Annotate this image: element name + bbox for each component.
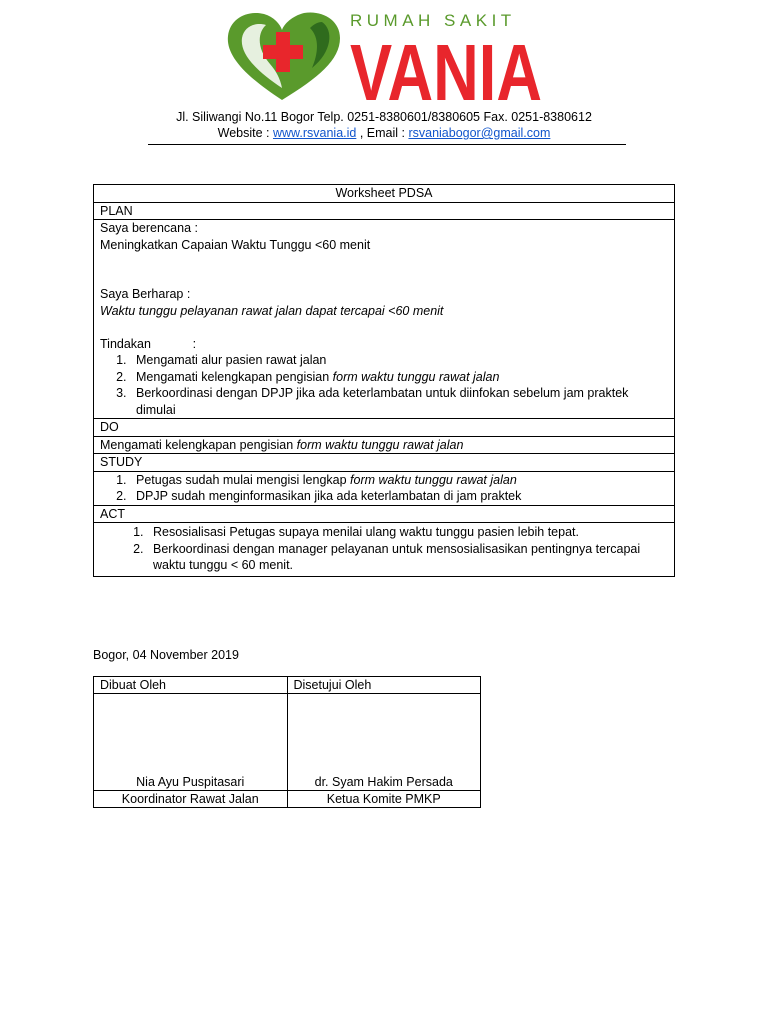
contact-line	[0, 125, 768, 141]
list-item: 3. Berkoordinasi dengan DPJP jika ada keterlambatan untuk diinfokan sebelum jam praktek dimulai	[130, 385, 668, 418]
header-divider	[148, 144, 626, 145]
approver-role: Ketua Komite PMKP	[287, 791, 481, 808]
logo-line1: RUMAH SAKIT	[350, 11, 516, 30]
study-heading: STUDY	[94, 454, 675, 472]
berharap-label: Saya Berharap :	[100, 287, 191, 301]
berencana-text: Meningkatkan Capaian Waktu Tunggu <60 menit	[100, 237, 371, 252]
tindakan-label: Tindakan :	[100, 336, 197, 351]
act-list	[100, 524, 668, 574]
website-link[interactable]: www.rsvania.id	[272, 126, 357, 140]
email-label: , Email :	[356, 126, 409, 140]
act-heading: ACT	[94, 505, 675, 523]
creator-role: Koordinator Rawat Jalan	[94, 791, 288, 808]
act-content	[94, 523, 675, 577]
study-content	[94, 471, 675, 505]
list-item: 1. Resosialisasi Petugas supaya menilai ulang waktu tunggu pasien lebih tepat.	[147, 524, 668, 541]
list-item: 1. Mengamati alur pasien rawat jalan	[130, 352, 668, 369]
hospital-logo	[222, 8, 552, 117]
logo-line2: VANIA	[350, 28, 542, 117]
do-content: Mengamati kelengkapan pengisian form waktu tunggu rawat jalan	[94, 436, 675, 454]
pdsa-worksheet-table	[93, 184, 675, 577]
address-line: Jl. Siliwangi No.11 Bogor Telp. 0251-8380601/8380605 Fax. 0251-8380612	[176, 110, 592, 124]
worksheet-title: Worksheet PDSA	[94, 185, 675, 203]
list-item: 2. Berkoordinasi dengan manager pelayanan untuk mensosialisasikan pentingnya tercapai waktu tunggu < 60 menit.	[147, 541, 668, 574]
website-label: Website :	[217, 126, 273, 140]
tindakan-list	[100, 352, 668, 418]
signature-table	[93, 676, 481, 808]
dibuat-oleh-header: Dibuat Oleh	[94, 677, 288, 694]
study-list	[100, 472, 668, 505]
do-heading: DO	[94, 419, 675, 437]
plan-content	[94, 220, 675, 419]
list-item: 2. DPJP sudah menginformasikan jika ada keterlambatan di jam praktek	[130, 488, 668, 505]
approver-name: dr. Syam Hakim Persada	[287, 694, 481, 791]
berharap-text: Waktu tunggu pelayanan rawat jalan dapat tercapai <60 menit	[100, 303, 444, 318]
list-item: 1. Petugas sudah mulai mengisi lengkap form waktu tunggu rawat jalan	[130, 472, 668, 489]
plan-heading: PLAN	[94, 202, 675, 220]
disetujui-oleh-header: Disetujui Oleh	[287, 677, 481, 694]
document-date: Bogor, 04 November 2019	[93, 648, 239, 662]
email-link[interactable]: rsvaniabogor@gmail.com	[408, 126, 551, 140]
list-item: 2. Mengamati kelengkapan pengisian form waktu tunggu rawat jalan	[130, 369, 668, 386]
creator-name: Nia Ayu Puspitasari	[94, 694, 288, 791]
berencana-label: Saya berencana :	[100, 221, 198, 235]
